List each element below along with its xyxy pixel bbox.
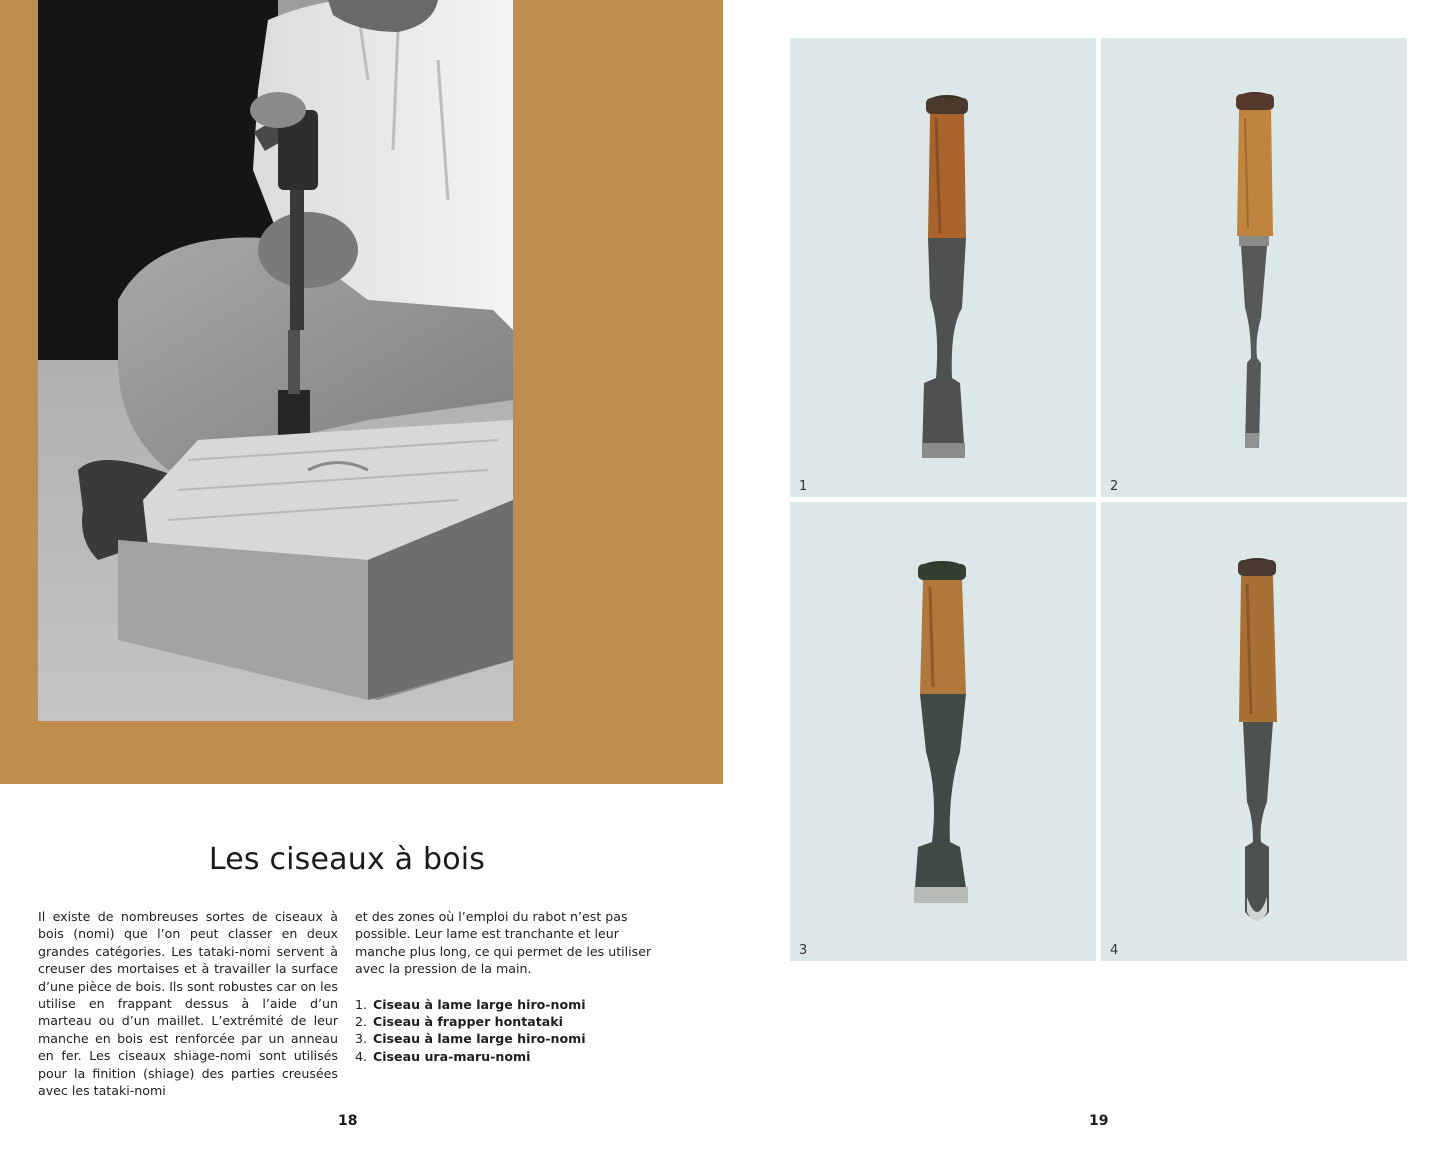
panel-number-2: 2: [1110, 479, 1119, 494]
body-paragraph-2: et des zones où l’emploi du rabot n’est pas possible. Leur lame est tranchante et leur manche plus long, ce qui permet de les utiliser avec la pression de la main.: [355, 909, 652, 977]
gouge-chisel-image: [1101, 502, 1407, 961]
craftsman-photo: [38, 0, 513, 721]
caption-item: 3. Ciseau à lame large hiro-nomi: [355, 1031, 586, 1047]
panel-number-3: 3: [799, 943, 808, 958]
chisel-panel-2: [1101, 38, 1407, 497]
body-paragraph-1: Il existe de nombreuses sortes de ciseaux à bois (nomi) que l’on peut classer en deux grandes catégories. Les tataki-nomi servent à creuser des mortaises et à travailler la surface d’une pièce de bois. Ils sont robustes car on les utilise en frappant dessus à l’aide d’un marteau ou d’un maillet. L’extrémité de leur manche en bois est renforcée par un anneau en fer. Les ciseaux shiage-nomi sont utilisés pour la finition (shiage) des parties creusées avec les tataki-nomi: [38, 909, 338, 1099]
panel-number-1: 1: [799, 479, 808, 494]
narrow-chisel-image: [1101, 38, 1407, 497]
caption-item: 4. Ciseau ura-maru-nomi: [355, 1048, 531, 1064]
page-number-left: 18: [338, 1113, 358, 1129]
body-text-column-1: [38, 908, 338, 1099]
page-number-right: 19: [1089, 1113, 1109, 1129]
chisel-panel-3: [790, 502, 1096, 961]
chisel-panel-4: [1101, 502, 1407, 961]
body-text-column-2: [355, 908, 660, 1065]
wide-chisel-image: [790, 502, 1096, 961]
caption-item: 2. Ciseau à frapper hontataki: [355, 1014, 563, 1030]
chisel-panel-1: [790, 38, 1096, 497]
panel-number-4: 4: [1110, 943, 1119, 958]
page-title: Les ciseaux à bois: [208, 842, 486, 877]
caption-item: 1. Ciseau à lame large hiro-nomi: [355, 996, 586, 1012]
caption-list: [355, 996, 660, 1066]
wide-chisel-image: [790, 38, 1096, 497]
